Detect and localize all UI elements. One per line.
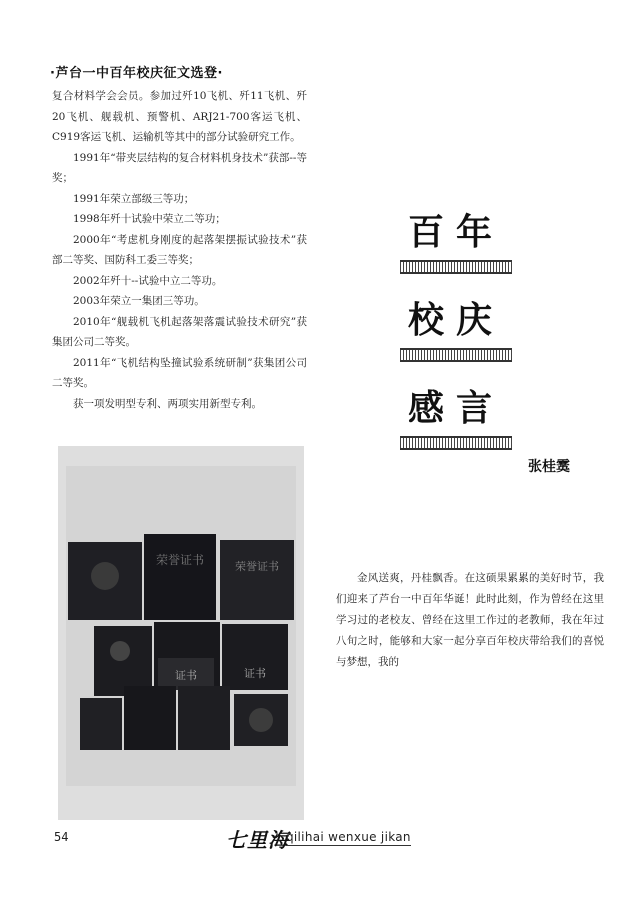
title-ornament-rule bbox=[400, 348, 512, 362]
award-item: 2010年“舰载机飞机起落架落震试验技术研究”获集团公司二等奖。 bbox=[52, 315, 307, 348]
title-line-3: 感言 bbox=[407, 387, 504, 429]
award-item: 2011年“飞机结构坠撞试验系统研制”获集团公司二等奖。 bbox=[52, 356, 307, 389]
certificate-book bbox=[178, 686, 230, 750]
certificate-book bbox=[94, 626, 152, 696]
title-line-2: 校庆 bbox=[407, 299, 504, 341]
author-name: 张桂霙 bbox=[528, 459, 570, 475]
certificate-book bbox=[124, 686, 176, 750]
certificate-book bbox=[144, 534, 216, 620]
title-ornament-rule bbox=[400, 436, 512, 450]
certificate-book bbox=[68, 542, 142, 620]
title-ornament-rule bbox=[400, 260, 512, 274]
award-item: 1991年“带夹层结构的复合材料机身技术”获部--等奖； bbox=[52, 151, 307, 184]
award-item: 2002年歼十--试验中立二等功。 bbox=[73, 274, 223, 287]
svg-text:证书: 证书 bbox=[175, 669, 197, 682]
award-item: 1991年荣立部级三等功； bbox=[73, 192, 195, 205]
page-footer bbox=[0, 820, 627, 860]
award-item: 获一项发明型专利、两项实用新型专利。 bbox=[73, 397, 262, 410]
bio-intro: 复合材料学会会员。参加过歼10飞机、歼11飞机、歼20飞机、舰载机、预警机、ARJ21-700客运飞机、C919客运飞机、运输机等其中的部分试验研究工作。 bbox=[52, 90, 307, 143]
certificate-book bbox=[234, 694, 288, 746]
article-title bbox=[400, 210, 512, 474]
page-number: 54 bbox=[54, 830, 69, 844]
series-header: ·芦台一中百年校庆征文选登· bbox=[50, 66, 223, 81]
magazine-pinyin: qilihai wenxue jikan bbox=[286, 830, 411, 844]
essay-paragraph: 金风送爽，丹桂飘香。在这硕果累累的美好时节，我们迎来了芦台一中百年华诞！此时此刻，作为曾经在这里学习过的老校友、曾经在这里工作过的老教师，我在年过八旬之时，能够和大家一起分享百年校庆带给我们的喜悦与梦想，我的 bbox=[336, 572, 604, 668]
certificate-book bbox=[220, 540, 294, 620]
certificate-book bbox=[222, 624, 288, 690]
certificates-photo bbox=[58, 446, 304, 820]
title-line-1: 百年 bbox=[407, 211, 504, 253]
author-bio-column bbox=[52, 86, 307, 414]
certificate-book bbox=[80, 698, 122, 750]
essay-body bbox=[336, 568, 604, 673]
certificate-book bbox=[158, 658, 214, 690]
magazine-logo: 七里海 bbox=[226, 828, 289, 852]
award-item: 2000年“考虑机身刚度的起落架摆振试验技术”获部二等奖、国防科工委三等奖； bbox=[52, 233, 307, 266]
award-item: 1998年歼十试验中荣立二等功； bbox=[73, 213, 226, 225]
svg-text:荣誉证书: 荣誉证书 bbox=[155, 553, 205, 567]
svg-text:证书: 证书 bbox=[244, 667, 266, 680]
award-item: 2003年荣立一集团三等功。 bbox=[73, 295, 205, 307]
svg-text:荣誉证书: 荣誉证书 bbox=[235, 560, 279, 573]
